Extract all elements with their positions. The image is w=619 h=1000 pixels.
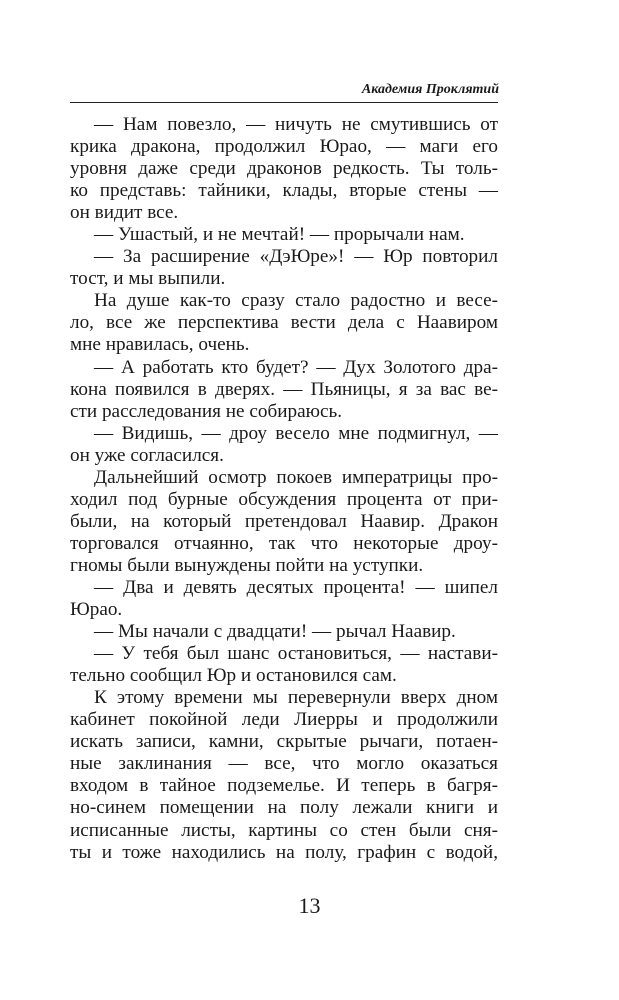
text-line xyxy=(70,423,498,445)
text-line xyxy=(70,224,498,246)
text-line-content: ные заклинания — все, что могло оказаться xyxy=(70,753,498,775)
text-line-content: тост, и мы выпили. xyxy=(70,268,226,290)
text-line xyxy=(70,489,498,511)
text-line-content: он уже согласился. xyxy=(70,444,224,466)
text-line xyxy=(70,379,498,401)
text-line xyxy=(70,577,498,599)
text-line-content: ты и тоже находились на полу, графин с водой, xyxy=(70,841,498,863)
text-line xyxy=(70,731,498,753)
text-line xyxy=(70,775,498,797)
text-line-content: исписанные листы, картины со стен были сня- xyxy=(70,819,498,841)
text-line xyxy=(70,114,498,136)
text-line xyxy=(70,643,498,665)
text-line-content: К этому времени мы перевернули вверх дном xyxy=(94,687,498,709)
text-line xyxy=(70,180,498,202)
text-line-content: — У тебя был шанс остановиться, — настави- xyxy=(94,643,498,665)
text-line-content: тельно сообщил Юр и остановился сам. xyxy=(70,665,397,687)
text-line xyxy=(70,621,498,643)
text-line xyxy=(70,511,498,533)
text-line xyxy=(70,401,498,423)
text-line xyxy=(70,709,498,731)
text-line-content: — Нам повезло, — ничуть не смутившись от xyxy=(94,114,498,135)
text-line xyxy=(70,687,498,709)
text-line xyxy=(70,357,498,379)
text-line-content: торговался отчаянно, так что некоторые дроу- xyxy=(70,532,498,554)
text-line-content: уровня даже среди драконов редкость. Ты толь- xyxy=(70,158,498,180)
text-line-content: искать записи, камни, скрытые рычаги, потаен- xyxy=(70,731,498,753)
text-line-content: гномы были вынуждены пойти на уступки. xyxy=(70,554,424,576)
page-number: 13 xyxy=(298,893,321,918)
text-line xyxy=(70,246,498,268)
text-line xyxy=(70,842,498,864)
text-line xyxy=(70,268,498,290)
text-line xyxy=(70,290,498,312)
text-line-content: ко представь: тайники, клады, вторые стены — xyxy=(70,180,498,202)
text-line-content: — Ушастый, и не мечтай! — прорычали нам. xyxy=(94,224,465,246)
text-line-content: но-синем помещении на полу лежали книги и xyxy=(70,797,498,819)
text-line xyxy=(70,820,498,842)
text-line xyxy=(70,797,498,819)
text-line-content: мне нравилась, очень. xyxy=(70,334,250,356)
text-line-content: Дальнейший осмотр покоев императрицы про- xyxy=(94,466,498,488)
text-line xyxy=(70,158,498,180)
text-line-content: были, на который претендовал Наавир. Дракон xyxy=(70,510,498,532)
running-header-title: Академия Проклятий xyxy=(361,82,499,97)
text-line-content: — Два и девять десятых процента! — шипел xyxy=(94,576,498,598)
text-line-content: крика дракона, продолжил Юрао, — маги его xyxy=(70,136,498,158)
text-line xyxy=(70,665,498,687)
text-line xyxy=(70,136,498,158)
text-line-content: — Мы начали с двадцати! — рычал Наавир. xyxy=(94,621,456,643)
text-line xyxy=(70,467,498,489)
text-line xyxy=(70,445,498,467)
body-text xyxy=(70,114,498,864)
text-line xyxy=(70,202,498,224)
text-line-content: кабинет покойной леди Лиерры и продолжили xyxy=(70,709,498,731)
text-line xyxy=(70,599,498,621)
text-line xyxy=(70,753,498,775)
text-line-content: входом в тайное подземелье. И теперь в багря- xyxy=(70,775,498,797)
text-line-content: он видит все. xyxy=(70,202,179,224)
text-line-content: — Видишь, — дроу весело мне подмигнул, — xyxy=(94,422,498,444)
text-line-content: ходил под бурные обсуждения процента от при- xyxy=(70,488,498,510)
text-line-content: Юрао. xyxy=(70,599,123,621)
text-line-content: кона появился в дверях. — Пьяницы, я за вас ве- xyxy=(70,378,498,400)
text-line-content: — А работать кто будет? — Дух Золотого дра- xyxy=(94,356,498,378)
text-line xyxy=(70,555,498,577)
text-line xyxy=(70,334,498,356)
text-line-content: сти расследования не собираюсь. xyxy=(70,400,343,422)
header-divider xyxy=(70,102,498,103)
text-line-content: ло, все же перспектива вести дела с Наавиром xyxy=(70,312,498,334)
text-line-content: — За расширение «ДэЮре»! — Юр повторил xyxy=(94,246,498,268)
text-line xyxy=(70,312,498,334)
text-line xyxy=(70,533,498,555)
text-line-content: На душе как-то сразу стало радостно и весе- xyxy=(94,290,498,312)
